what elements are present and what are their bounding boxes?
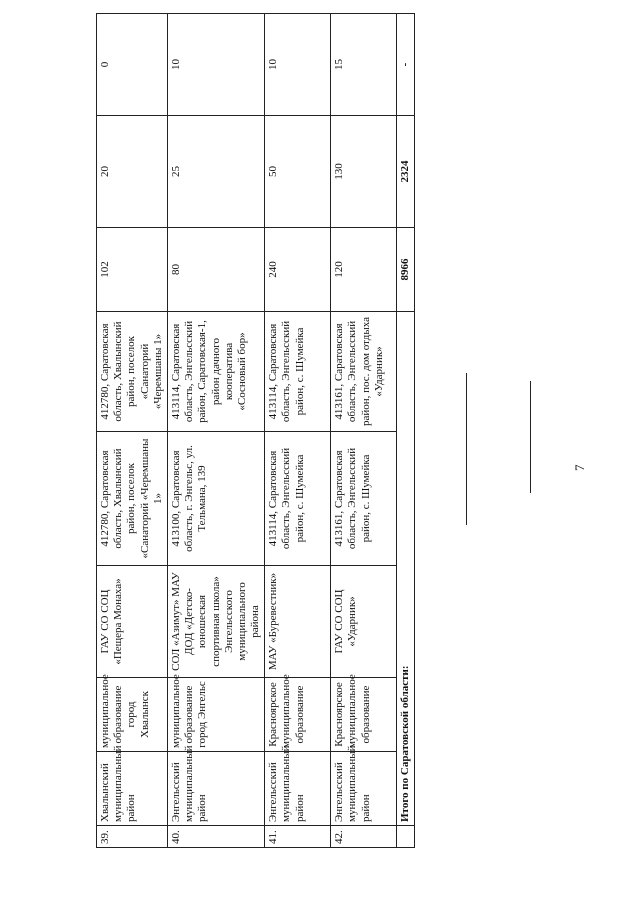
- organization-cell: МАУ «Буревестник»: [265, 566, 331, 678]
- organization-cell: СОЛ «Азимут» МАУ ДОД «Детско-юношеская спортивная школа» Энгельсского муниципального района: [167, 566, 264, 678]
- value-b-cell: 10: [167, 14, 264, 116]
- page-number: 7: [572, 464, 587, 471]
- camps-table: [96, 13, 415, 848]
- municipality-cell: муниципальное образование город Энгельс: [167, 678, 264, 752]
- legal-address-cell: 412780, Саратовская область, Хвалынский район, поселок «Санаторий «Черемшаны 1»: [97, 432, 168, 566]
- district-cell: Энгельсский муниципальный район: [265, 752, 331, 826]
- organization-cell: ГАУ СО СОЦ «Пещера Монаха»: [97, 566, 168, 678]
- total-value-b: -: [397, 14, 415, 116]
- municipality-cell: Красноярское муниципальное образование: [331, 678, 397, 752]
- value-a-cell: 25: [167, 116, 264, 228]
- location-cell: 413161, Саратовская область, Энгельсский район, пос. дом отдыха «Ударник»: [331, 312, 397, 432]
- district-cell: Энгельсский муниципальный район: [331, 752, 397, 826]
- total-label: Итого по Саратовской области:: [397, 312, 415, 826]
- legal-address-cell: 413100, Саратовская область, г. Энгельс, ул. Тельмана, 139: [167, 432, 264, 566]
- municipality-cell: муниципальное образование город Хвалынск: [97, 678, 168, 752]
- district-cell: Энгельсский муниципальный район: [167, 752, 264, 826]
- table-row: [331, 14, 397, 848]
- capacity-cell: 102: [97, 228, 168, 312]
- row-number: 41.: [265, 826, 331, 848]
- location-cell: 413114, Саратовская область, Энгельсский район, Саратовская-1, район дачного кооператива «Сосновый бор»: [167, 312, 264, 432]
- value-b-cell: 0: [97, 14, 168, 116]
- value-a-cell: 130: [331, 116, 397, 228]
- capacity-cell: 120: [331, 228, 397, 312]
- row-number: 39.: [97, 826, 168, 848]
- value-a-cell: 20: [97, 116, 168, 228]
- table-row: [265, 14, 331, 848]
- value-b-cell: 10: [265, 14, 331, 116]
- value-a-cell: 50: [265, 116, 331, 228]
- capacity-cell: 240: [265, 228, 331, 312]
- legal-address-cell: 413161, Саратовская область, Энгельсский район, с. Шумейка: [331, 432, 397, 566]
- total-row: [397, 14, 415, 848]
- table-row: [97, 14, 168, 848]
- district-cell: Хвалынский муниципальный район: [97, 752, 168, 826]
- signature-line: [466, 373, 467, 525]
- legal-address-cell: 413114, Саратовская область, Энгельсский район, с. Шумейка: [265, 432, 331, 566]
- row-number: 40.: [167, 826, 264, 848]
- capacity-cell: 80: [167, 228, 264, 312]
- value-b-cell: 15: [331, 14, 397, 116]
- empty-cell: [397, 826, 415, 848]
- total-value-a: 2324: [397, 116, 415, 228]
- organization-cell: ГАУ СО СОЦ «Ударник»: [331, 566, 397, 678]
- municipality-cell: Красноярское муниципальное образование: [265, 678, 331, 752]
- table-row: [167, 14, 264, 848]
- signature-line-short: [530, 381, 531, 493]
- total-capacity: 8966: [397, 228, 415, 312]
- location-cell: 412780, Саратовская область, Хвалынский район, поселок «Санаторий «Черемшаны 1»: [97, 312, 168, 432]
- row-number: 42.: [331, 826, 397, 848]
- location-cell: 413114, Саратовская область, Энгельсский район, с. Шумейка: [265, 312, 331, 432]
